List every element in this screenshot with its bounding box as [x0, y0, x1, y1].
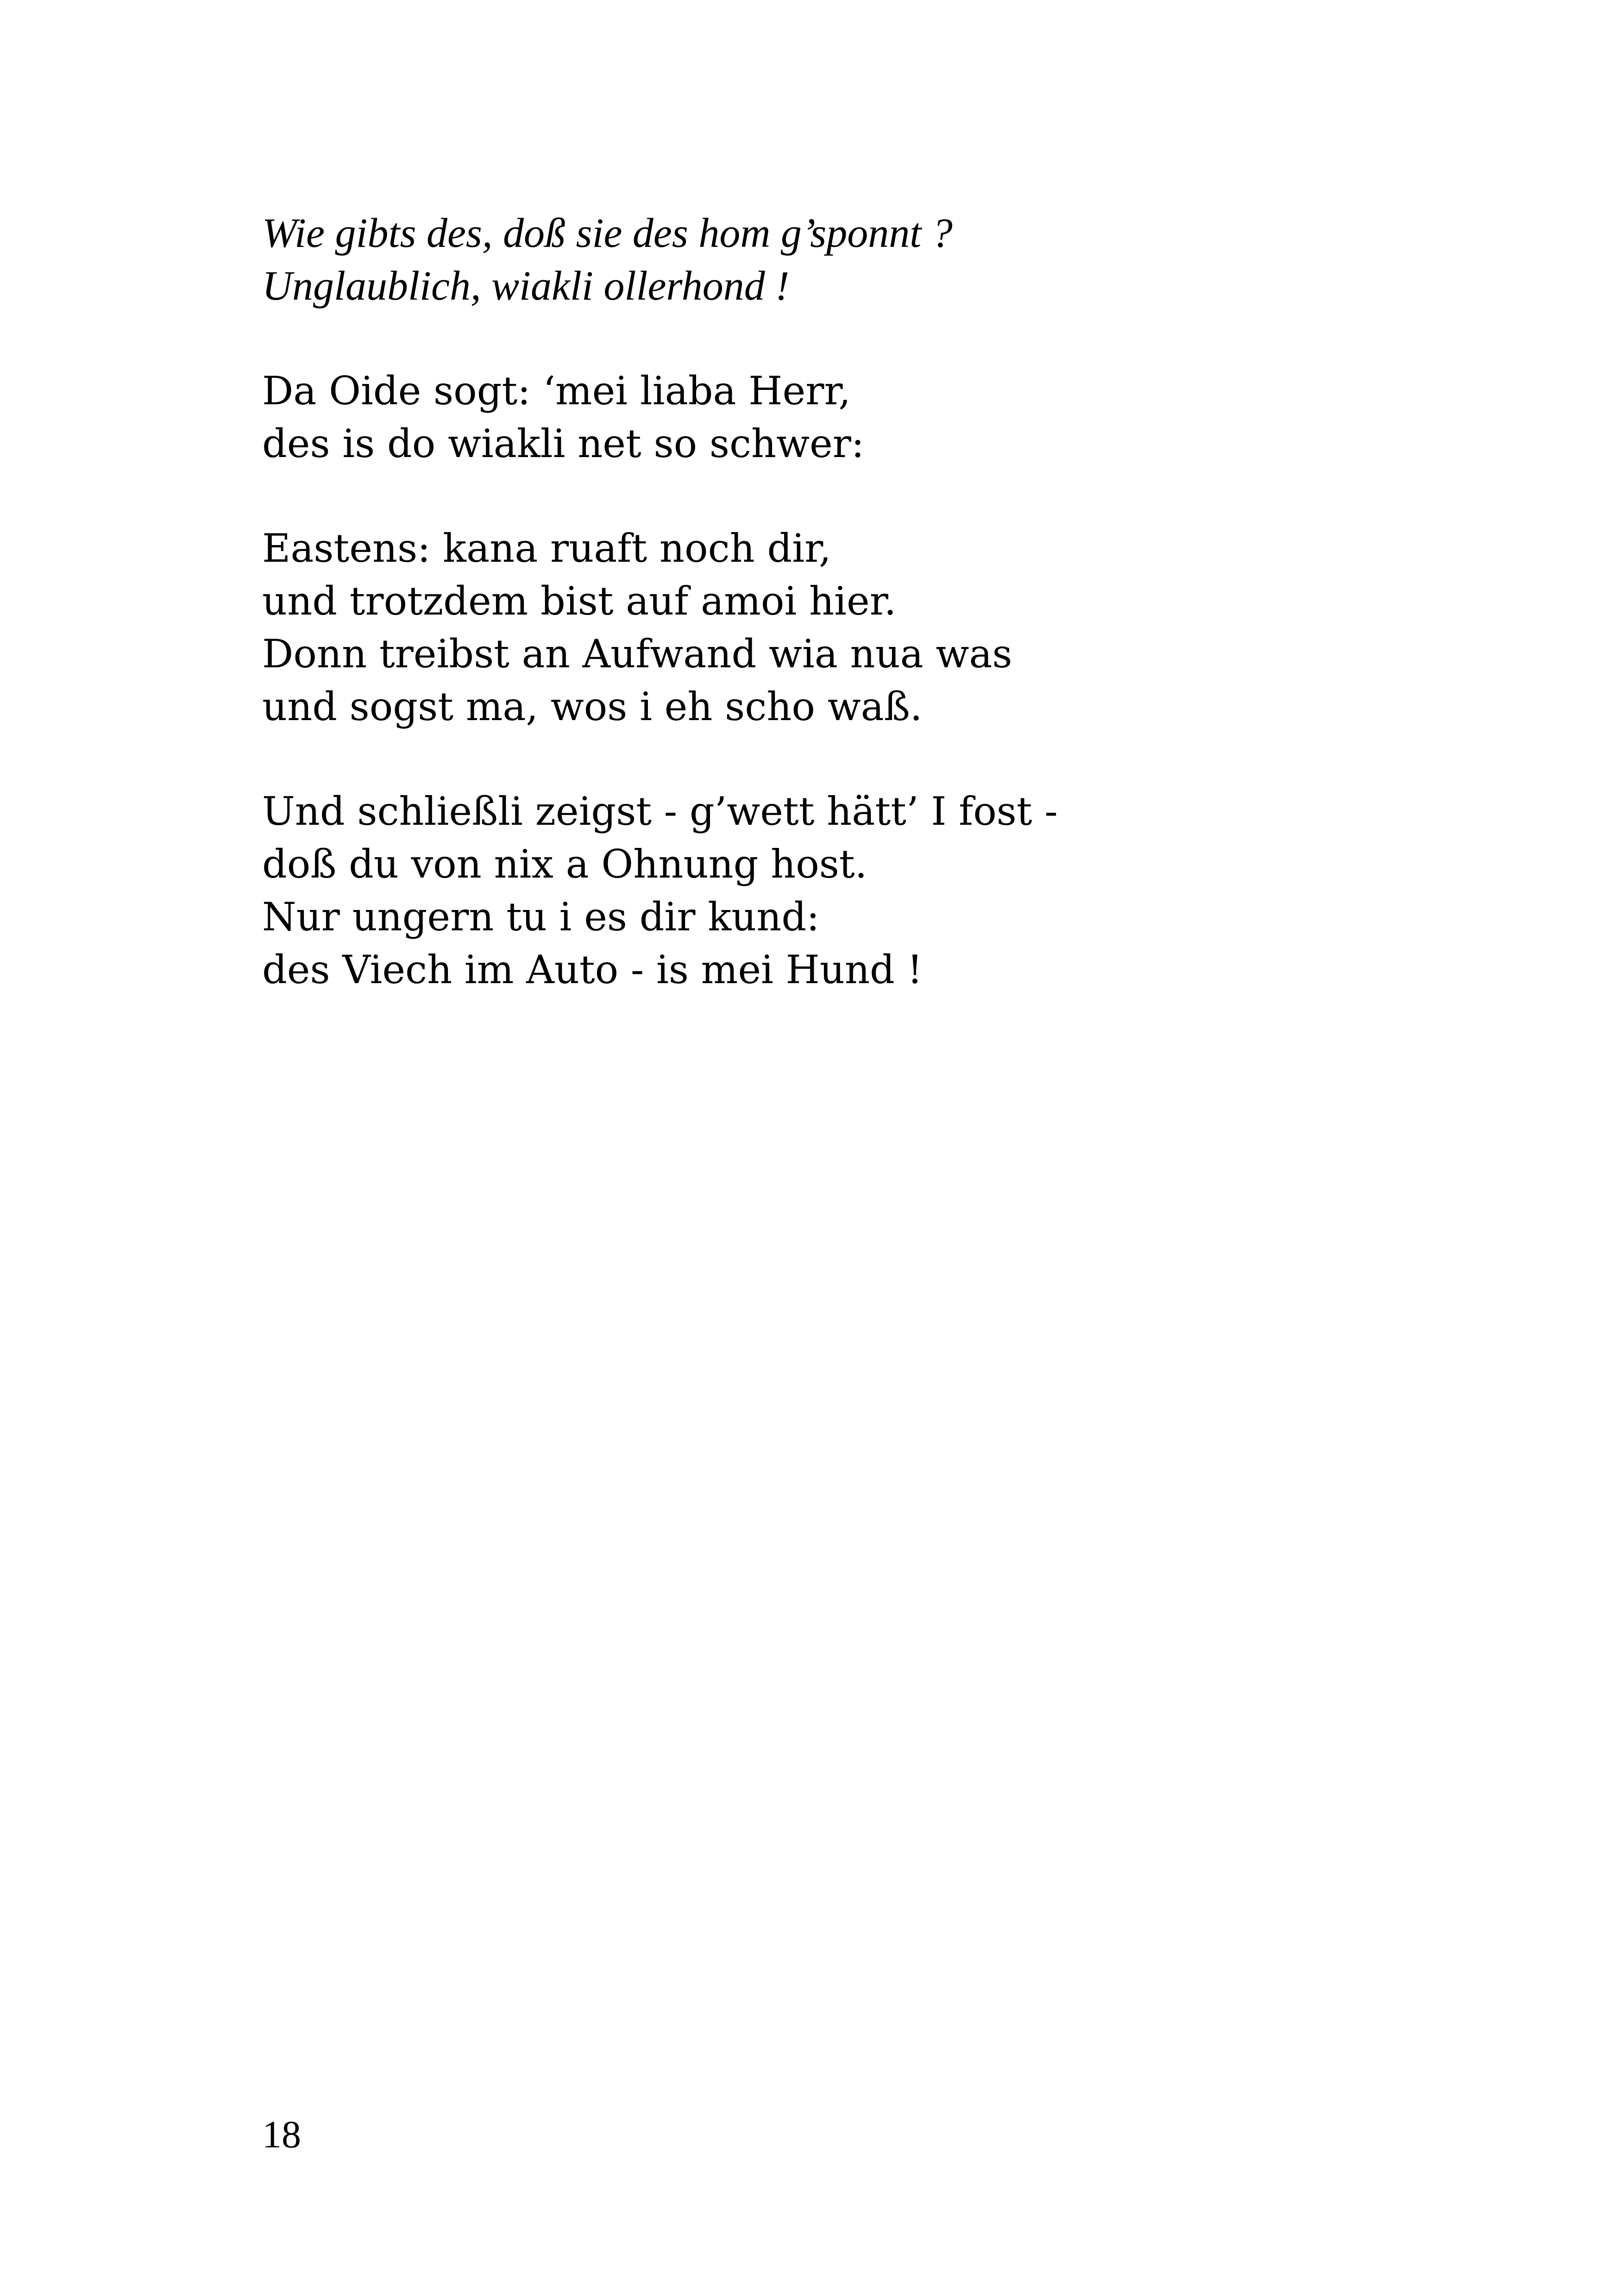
poem-line: und sogst ma, wos i eh scho waß. — [262, 684, 923, 729]
page-number: 18 — [262, 2113, 301, 2156]
poem-line: Nur ungern tu i es dir kund: — [262, 894, 820, 940]
poem-line: doß du von nix a Ohnung host. — [262, 841, 867, 887]
poem — [262, 207, 1513, 1048]
stanza-1 — [262, 207, 1513, 313]
stanza-3 — [262, 522, 1513, 733]
poem-line: des Viech im Auto - is mei Hund ! — [262, 947, 923, 992]
poem-line: Da Oide sogt: ‘mei liaba Herr, — [262, 368, 851, 414]
poem-line: Unglaublich, wiakli ollerhond ! — [262, 263, 790, 309]
poem-line: Und schließli zeigst - g’wett hätt’ I fost - — [262, 789, 1058, 834]
stanza-2 — [262, 364, 1513, 470]
poem-line: Donn treibst an Aufwand wia nua was — [262, 631, 1012, 677]
poem-line: und trotzdem bist auf amoi hier. — [262, 578, 897, 624]
poem-line: Eastens: kana ruaft noch dir, — [262, 526, 831, 571]
poem-line: Wie gibts des, doß sie des hom g’sponnt ? — [262, 210, 953, 256]
poem-line: des is do wiakli net so schwer: — [262, 421, 865, 466]
stanza-4 — [262, 785, 1513, 996]
